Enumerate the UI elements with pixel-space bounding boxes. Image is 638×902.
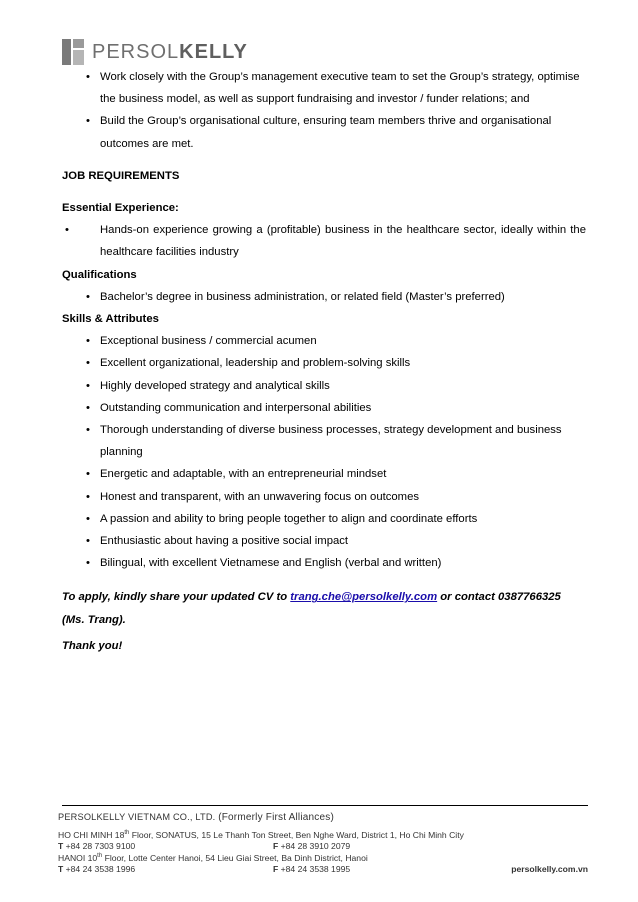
bullet-icon: •: [86, 401, 90, 414]
logo-wordmark: PERSOLKELLY: [92, 40, 248, 63]
footer-company: PERSOLKELLY VIETNAM CO., LTD. (Formerly First Alliances): [58, 812, 334, 823]
bullet-icon: •: [86, 115, 90, 128]
bullet-icon: •: [86, 468, 90, 481]
list-item: • A passion and ability to bring people together to align and coordinate efforts: [62, 508, 586, 530]
section-heading-job-requirements: JOB REQUIREMENTS: [62, 169, 180, 182]
section-heading-skills: Skills & Attributes: [62, 313, 159, 326]
persolkelly-logo-icon: [62, 39, 84, 65]
list-item: • Exceptional business / commercial acumen: [62, 330, 586, 352]
apply-instructions: To apply, kindly share your updated CV to trang.che@persolkelly.com or contact 0387766325 (Ms. Trang).: [62, 591, 561, 626]
list-item: • Outstanding communication and interpersonal abilities: [62, 397, 586, 419]
thank-you: Thank you!: [62, 639, 123, 652]
list-item: • Energetic and adaptable, with an entrepreneurial mindset: [62, 463, 586, 485]
list-item: • Bilingual, with excellent Vietnamese and English (verbal and written): [62, 552, 586, 574]
bullet-icon: •: [65, 224, 69, 237]
bullet-icon: •: [86, 535, 90, 548]
bullet-icon: •: [86, 512, 90, 525]
bullet-icon: •: [86, 335, 90, 348]
footer-hanoi-phones: T +84 24 3538 1996 F +84 24 3538 1995 persolkelly.com.vn: [58, 864, 588, 875]
list-item: • Work closely with the Group’s management executive team to set the Group’s strategy, optimise the business model, as well as support fundraising and investor / funder relations; and: [62, 66, 586, 110]
section-heading-essential-experience: Essential Experience:: [62, 202, 179, 215]
list-item: • Hands-on experience growing a (profitable) business in the healthcare sector, ideally within the healthcare facilities industry: [62, 219, 586, 263]
section-heading-qualifications: Qualifications: [62, 268, 137, 281]
list-item: • Build the Group’s organisational culture, ensuring team members thrive and organisational outcomes are met.: [62, 110, 586, 154]
footer-website-link[interactable]: persolkelly.com.vn: [511, 864, 588, 875]
footer: [58, 812, 588, 876]
bullet-icon: •: [86, 357, 90, 370]
footer-divider: [62, 805, 588, 806]
bullet-icon: •: [86, 290, 90, 303]
list-item: • Bachelor’s degree in business administration, or related field (Master’s preferred): [62, 286, 586, 308]
email-link[interactable]: trang.che@persolkelly.com: [290, 591, 438, 604]
bullet-icon: •: [86, 557, 90, 570]
bullet-icon: •: [86, 379, 90, 392]
bullet-icon: •: [86, 490, 90, 503]
bullet-icon: •: [86, 71, 90, 83]
document-body: [62, 66, 586, 657]
list-item: • Excellent organizational, leadership and problem-solving skills: [62, 352, 586, 374]
header-logo: [62, 38, 248, 66]
footer-hcm-phones: T +84 28 7303 9100 F +84 28 3910 2079: [58, 841, 351, 852]
list-item: • Enthusiastic about having a positive social impact: [62, 530, 586, 552]
list-item: • Highly developed strategy and analytical skills: [62, 375, 586, 397]
footer-hanoi-address: HANOI 10th Floor, Lotte Center Hanoi, 54 Lieu Giai Street, Ba Dinh District, Hanoi: [58, 852, 368, 863]
bullet-icon: •: [86, 424, 90, 437]
list-item: • Honest and transparent, with an unwavering focus on outcomes: [62, 486, 586, 508]
list-item: • Thorough understanding of diverse business processes, strategy development and business planning: [62, 419, 586, 463]
footer-hcm-address: HO CHI MINH 18th Floor, SONATUS, 15 Le Thanh Ton Street, Ben Nghe Ward, District 1, Ho Chi Minh City: [58, 829, 464, 840]
